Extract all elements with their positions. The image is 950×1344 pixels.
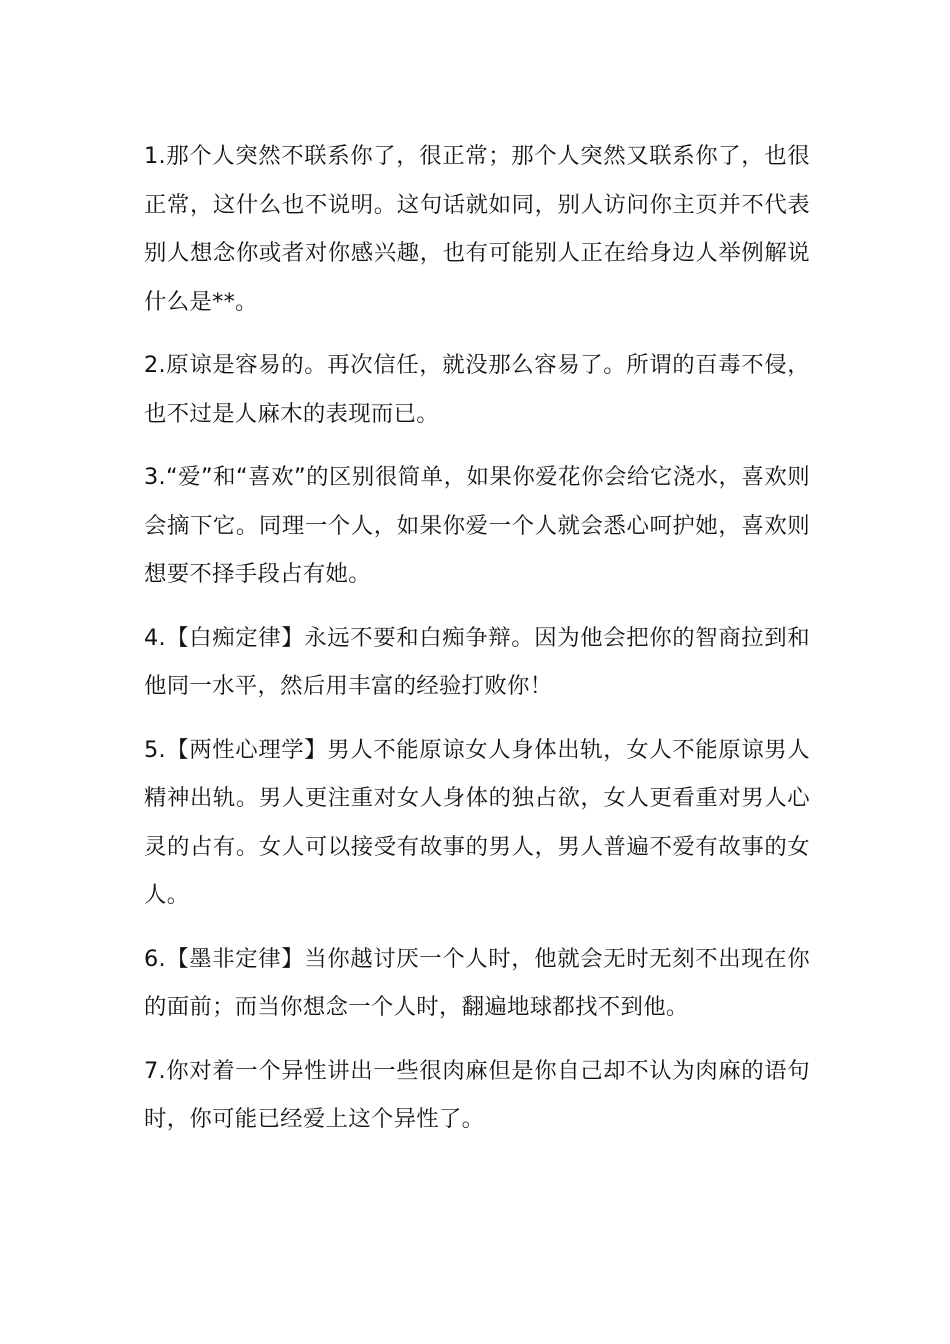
paragraph-1: 1.那个人突然不联系你了，很正常；那个人突然又联系你了，也很正常，这什么也不说明。这句话就如同，别人访问你主页并不代表别人想念你或者对你感兴趣，也有可能别人正在给身边人举例解说什么是**。 bbox=[144, 143, 810, 315]
document-body bbox=[144, 132, 810, 1159]
paragraph-3: 3.“爱”和“喜欢”的区别很简单，如果你爱花你会给它浇水，喜欢则会摘下它。同理一个人，如果你爱一个人就会悉心呵护她，喜欢则想要不择手段占有她。 bbox=[144, 464, 810, 587]
paragraph-5: 5.【两性心理学】男人不能原谅女人身体出轨，女人不能原谅男人精神出轨。男人更注重对女人身体的独占欲，女人更看重对男人心灵的占有。女人可以接受有故事的男人，男人普遍不爱有故事的女人。 bbox=[144, 736, 810, 908]
paragraph-7: 7.你对着一个异性讲出一些很肉麻但是你自己却不认为肉麻的语句时，你可能已经爱上这个异性了。 bbox=[144, 1057, 810, 1132]
paragraph-4: 4.【白痴定律】永远不要和白痴争辩。因为他会把你的智商拉到和他同一水平，然后用丰富的经验打败你！ bbox=[144, 624, 810, 699]
paragraph-6: 6.【墨非定律】当你越讨厌一个人时，他就会无时无刻不出现在你的面前；而当你想念一个人时，翻遍地球都找不到他。 bbox=[144, 945, 810, 1020]
paragraph-2: 2.原谅是容易的。再次信任，就没那么容易了。所谓的百毒不侵，也不过是人麻木的表现而已。 bbox=[144, 352, 810, 427]
